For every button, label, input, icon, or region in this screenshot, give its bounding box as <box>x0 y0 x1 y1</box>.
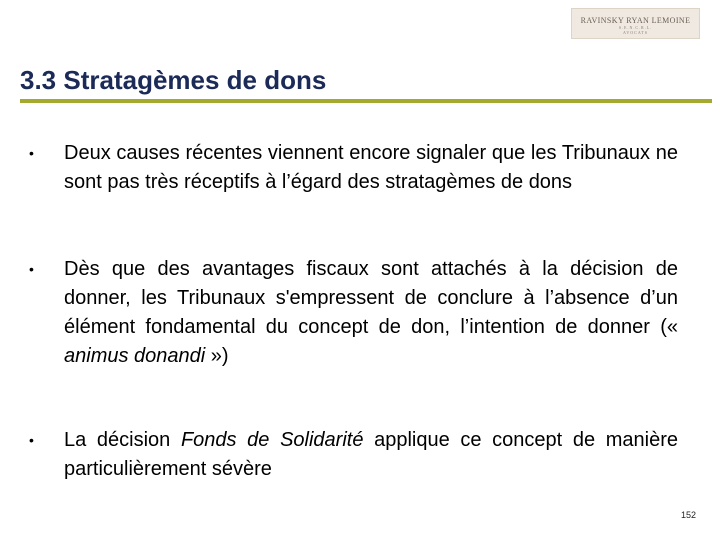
bullet-text-1 <box>64 139 678 197</box>
bullet-2-text-after: ») <box>205 345 229 367</box>
bullet-text-2 <box>64 255 678 371</box>
firm-logo <box>571 8 700 39</box>
bullet-3-text-after: applique ce concept de manière particulièrement sévère <box>64 429 678 480</box>
bullet-text-3 <box>64 426 678 484</box>
title-underline <box>20 99 712 103</box>
bullet-marker-2: • <box>29 261 34 277</box>
bullet-3-text-before: La décision <box>64 429 181 451</box>
bullet-1-text: Deux causes récentes viennent encore signaler que les Tribunaux ne sont pas très réceptifs à l’égard des stratagèmes de dons <box>64 142 678 193</box>
bullet-marker-3: • <box>29 432 34 448</box>
bullet-marker-1: • <box>29 145 34 161</box>
logo-firm-name: RAVINSKY RYAN LEMOINE <box>580 16 691 25</box>
logo-line-2: S.E.N.C.R.L. <box>618 25 653 30</box>
bullet-3-text-italic: Fonds de Solidarité <box>180 429 364 451</box>
page-number: 152 <box>680 510 696 520</box>
logo-line-3: AVOCATS <box>623 30 648 35</box>
bullet-2-text-before: Dès que des avantages fiscaux sont attachés à la décision de donner, les Tribunaux s'empressent de conclure à l’absence d’un élément fondamental du concept de don, l’intention de donner (« <box>64 258 678 338</box>
bullet-2-text-italic: animus donandi <box>64 345 206 367</box>
slide-title: 3.3 Stratagèmes de dons <box>20 65 327 95</box>
